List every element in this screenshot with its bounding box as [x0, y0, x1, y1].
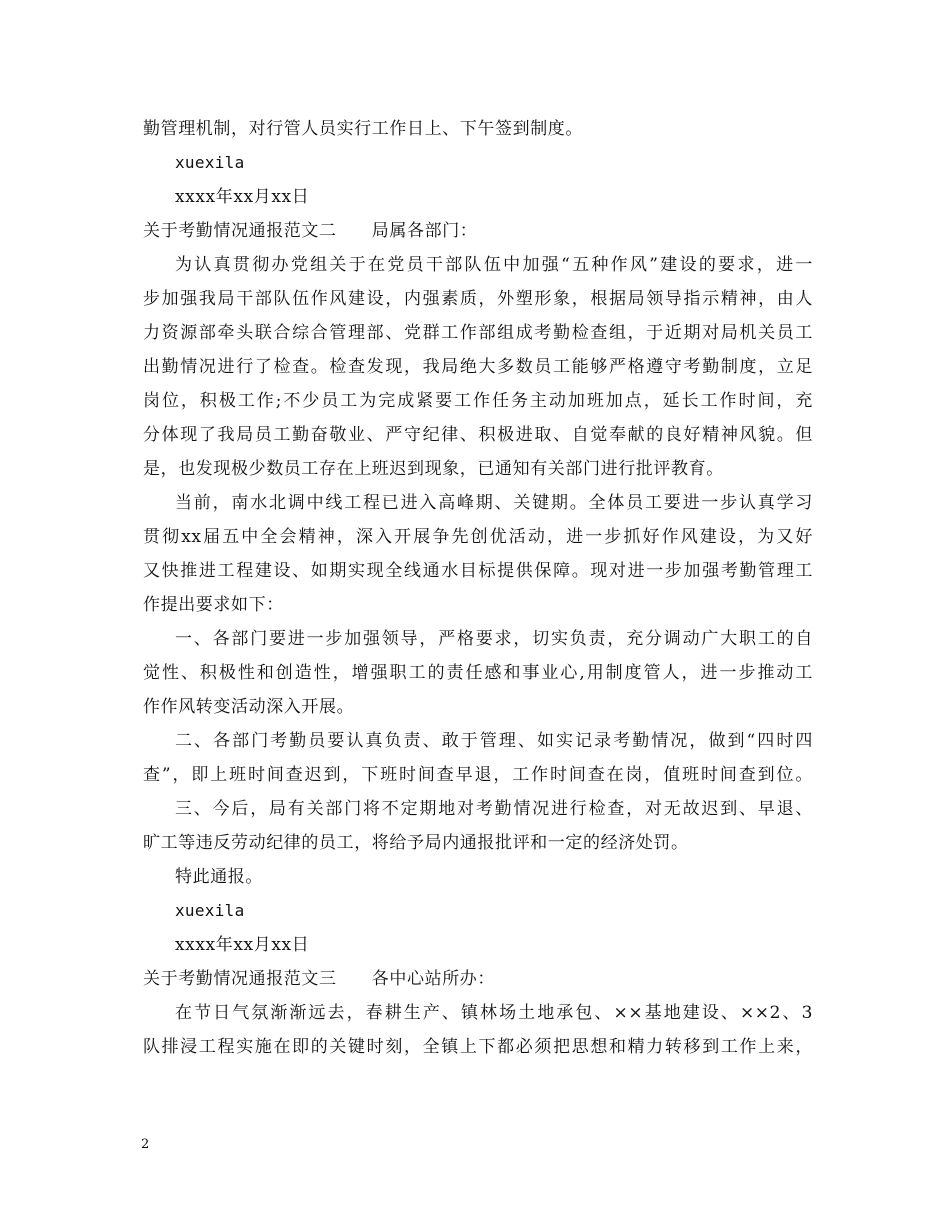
paragraph-line: 贯彻xx届五中全会精神，深入开展争先创优活动，进一步抓好作风建设，为又好 [143, 527, 813, 547]
paragraph-line: 分体现了我局员工勤奋敬业、严守纪律、积极进取、自觉奉献的良好精神风貌。但 [143, 425, 813, 445]
paragraph-line: 步加强我局干部队伍作风建设，内强素质，外塑形象，根据局领导指示精神，由人 [143, 289, 813, 309]
paragraph-line: 二、各部门考勤员要认真负责、敢于管理、如实记录考勤情况，做到“四时四 [175, 731, 813, 751]
paragraph-line: 出勤情况进行了检查。检查发现，我局绝大多数员工能够严格遵守考勤制度，立足 [143, 357, 813, 377]
paragraph-line: 当前，南水北调中线工程已进入高峰期、关键期。全体员工要进一步认真学习 [175, 493, 813, 513]
section-heading: 关于考勤情况通报范文三 各中心站所办： [143, 969, 495, 989]
signature-name: xuexila [175, 153, 245, 172]
signature-date: xxxx年xx月xx日 [175, 187, 310, 207]
signature-name: xuexila [175, 901, 245, 920]
paragraph-line: 是，也发现极少数员工存在上班迟到现象，已通知有关部门进行批评教育。 [143, 459, 724, 479]
paragraph-line: 觉性、积极性和创造性，增强职工的责任感和事业心,用制度管人，进一步推动工 [143, 663, 813, 683]
signature-date: xxxx年xx月xx日 [175, 935, 310, 955]
section-heading: 关于考勤情况通报范文二 局属各部门： [143, 221, 478, 241]
paragraph-line: 作提出要求如下： [143, 595, 284, 615]
paragraph-line: 旷工等违反劳动纪律的员工，将给予局内通报批评和一定的经济处罚。 [143, 833, 689, 853]
paragraph-line: 又快推进工程建设、如期实现全线通水目标提供保障。现对进一步加强考勤管理工 [143, 561, 813, 581]
paragraph-line: 勤管理机制，对行管人员实行工作日上、下午签到制度。 [143, 119, 583, 139]
paragraph-line: 作作风转变活动深入开展。 [143, 697, 355, 717]
paragraph-line: 岗位，积极工作;不少员工为完成紧要工作任务主动加班加点，延长工作时间，充 [143, 391, 813, 411]
paragraph-line: 力资源部牵头联合综合管理部、党群工作部组成考勤检查组，于近期对局机关员工 [143, 323, 813, 343]
closing-line: 特此通报。 [175, 867, 263, 887]
page-number: 2 [141, 1137, 150, 1152]
paragraph-line: 在节日气氛渐渐远去，春耕生产、镇林场土地承包、××基地建设、××2、3 [175, 1003, 813, 1023]
paragraph-line: 一、各部门要进一步加强领导，严格要求，切实负责，充分调动广大职工的自 [175, 629, 813, 649]
paragraph-line: 查”，即上班时间查迟到，下班时间查早退，工作时间查在岗，值班时间查到位。 [143, 765, 813, 785]
paragraph-line: 队排浸工程实施在即的关键时刻，全镇上下都必须把思想和精力转移到工作上来， [143, 1037, 813, 1057]
paragraph-line: 为认真贯彻办党组关于在党员干部队伍中加强“五种作风”建设的要求，进一 [175, 255, 813, 275]
paragraph-line: 三、今后，局有关部门将不定期地对考勤情况进行检查，对无故迟到、早退、 [175, 799, 813, 819]
